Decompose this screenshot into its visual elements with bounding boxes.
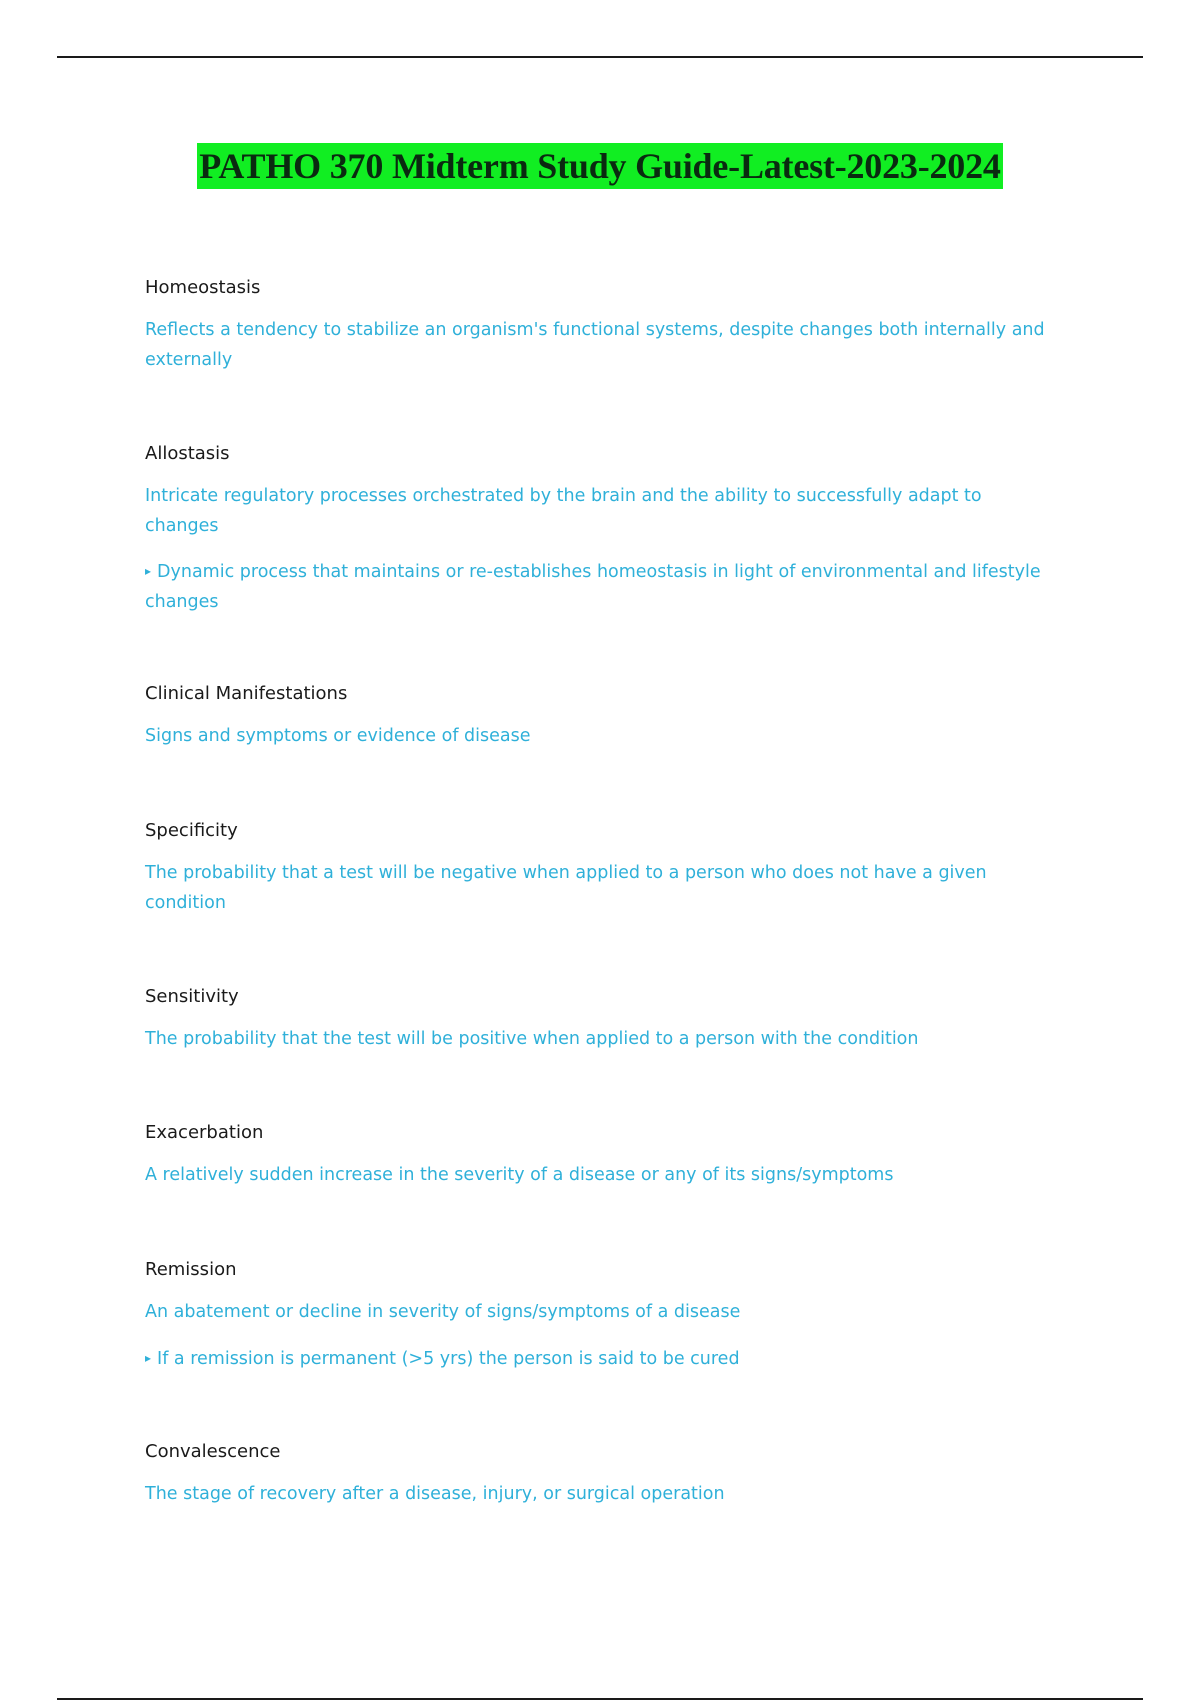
top-rule: [57, 56, 1143, 58]
bullet-icon: ▸: [145, 1351, 152, 1365]
entry-bullet-text: Dynamic process that maintains or re-establishes homeostasis in light of environmental and lifestyle changes: [145, 562, 1041, 612]
entry-definition: The probability that the test will be positive when applied to a person with the condition: [145, 1029, 919, 1049]
entry-definition: A relatively sudden increase in the severity of a disease or any of its signs/symptoms: [145, 1165, 894, 1185]
entry-definition: Reflects a tendency to stabilize an organism's functional systems, despite changes both internally and externally: [145, 320, 1045, 370]
page-title: PATHO 370 Midterm Study Guide-Latest-2023-2024: [197, 143, 1002, 189]
glossary-entry-clinical-manifestations: [145, 682, 1045, 751]
entry-term: Specificity: [145, 820, 238, 841]
entry-term: Convalescence: [145, 1441, 281, 1462]
entry-definition: The probability that a test will be negative when applied to a person who does not have a given condition: [145, 863, 987, 913]
entry-bullet-note: [145, 556, 1045, 617]
entry-term: Homeostasis: [145, 277, 261, 298]
entry-term: Remission: [145, 1259, 237, 1280]
entry-definition: Signs and symptoms or evidence of disease: [145, 726, 531, 746]
glossary-entry-exacerbation: [145, 1121, 1045, 1190]
entry-definition: Intricate regulatory processes orchestrated by the brain and the ability to successfully adapt to changes: [145, 486, 982, 536]
entry-bullet-note: [145, 1343, 1045, 1374]
entry-term: Allostasis: [145, 443, 230, 464]
entry-definition: An abatement or decline in severity of signs/symptoms of a disease: [145, 1302, 741, 1322]
glossary-entry-remission: [145, 1258, 1045, 1374]
glossary-entry-allostasis: [145, 442, 1045, 617]
entry-term: Sensitivity: [145, 986, 239, 1007]
glossary-entry-specificity: [145, 819, 1045, 918]
entry-bullet-text: If a remission is permanent (>5 yrs) the person is said to be cured: [157, 1349, 740, 1369]
glossary-entry-convalescence: [145, 1440, 1045, 1509]
title-container: [0, 143, 1200, 189]
glossary-entry-sensitivity: [145, 985, 1045, 1054]
glossary-entry-homeostasis: [145, 276, 1045, 375]
entry-term: Clinical Manifestations: [145, 683, 348, 704]
entry-term: Exacerbation: [145, 1122, 264, 1143]
entry-definition: The stage of recovery after a disease, injury, or surgical operation: [145, 1484, 725, 1504]
bullet-icon: ▸: [145, 564, 152, 578]
